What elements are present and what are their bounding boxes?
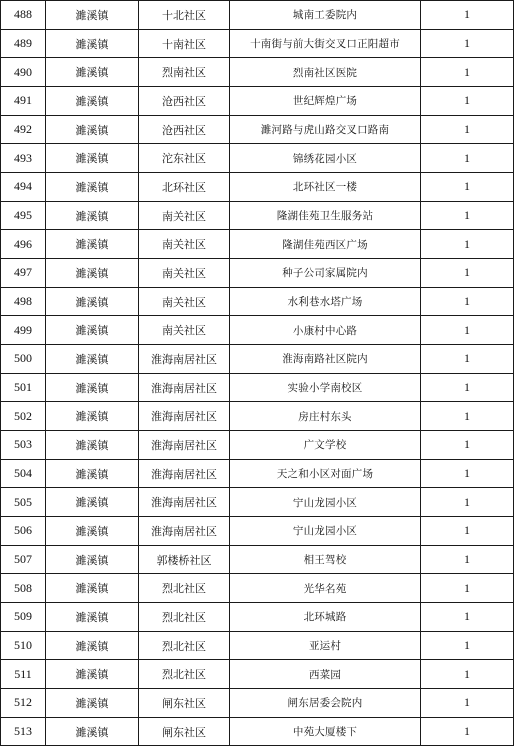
row-number-cell: 500 — [1, 345, 46, 374]
row-number-cell: 501 — [1, 373, 46, 402]
table-row — [1, 574, 514, 603]
location-cell: 烈南社区医院 — [230, 58, 421, 87]
community-cell: 沱东社区 — [139, 144, 230, 173]
table-row — [1, 316, 514, 345]
town-cell: 濉溪镇 — [46, 517, 139, 546]
town-cell: 濉溪镇 — [46, 201, 139, 230]
row-number-cell: 512 — [1, 689, 46, 718]
count-cell: 1 — [421, 488, 514, 517]
count-cell: 1 — [421, 574, 514, 603]
table-row — [1, 201, 514, 230]
community-cell: 烈北社区 — [139, 603, 230, 632]
location-cell: 濉河路与虎山路交叉口路南 — [230, 115, 421, 144]
town-cell: 濉溪镇 — [46, 345, 139, 374]
town-cell: 濉溪镇 — [46, 689, 139, 718]
table-row — [1, 115, 514, 144]
location-cell: 西菜园 — [230, 660, 421, 689]
row-number-cell: 505 — [1, 488, 46, 517]
location-cell: 淮海南路社区院内 — [230, 345, 421, 374]
table-row — [1, 144, 514, 173]
count-cell: 1 — [421, 517, 514, 546]
row-number-cell: 495 — [1, 201, 46, 230]
location-cell: 水利巷水塔广场 — [230, 287, 421, 316]
community-cell: 沧西社区 — [139, 115, 230, 144]
town-cell: 濉溪镇 — [46, 259, 139, 288]
community-cell: 烈北社区 — [139, 631, 230, 660]
count-cell: 1 — [421, 373, 514, 402]
community-cell: 淮海南居社区 — [139, 402, 230, 431]
location-cell: 亚运村 — [230, 631, 421, 660]
town-cell: 濉溪镇 — [46, 402, 139, 431]
community-cell: 烈北社区 — [139, 660, 230, 689]
community-cell: 沧西社区 — [139, 87, 230, 116]
count-cell: 1 — [421, 345, 514, 374]
table-row — [1, 717, 514, 746]
row-number-cell: 493 — [1, 144, 46, 173]
table-row — [1, 459, 514, 488]
count-cell: 1 — [421, 259, 514, 288]
community-cell: 闸东社区 — [139, 717, 230, 746]
town-cell: 濉溪镇 — [46, 316, 139, 345]
location-cell: 房庄村东头 — [230, 402, 421, 431]
location-cell: 隆湖佳苑西区广场 — [230, 230, 421, 259]
community-cell: 烈南社区 — [139, 58, 230, 87]
row-number-cell: 509 — [1, 603, 46, 632]
row-number-cell: 498 — [1, 287, 46, 316]
table-row — [1, 517, 514, 546]
table-row — [1, 488, 514, 517]
community-cell: 闸东社区 — [139, 689, 230, 718]
location-cell: 相王驾校 — [230, 545, 421, 574]
count-cell: 1 — [421, 87, 514, 116]
table-row — [1, 230, 514, 259]
location-cell: 中苑大厦楼下 — [230, 717, 421, 746]
town-cell: 濉溪镇 — [46, 574, 139, 603]
table-row — [1, 660, 514, 689]
location-cell: 种子公司家属院内 — [230, 259, 421, 288]
table-row — [1, 689, 514, 718]
table-row — [1, 173, 514, 202]
count-cell: 1 — [421, 144, 514, 173]
count-cell: 1 — [421, 402, 514, 431]
row-number-cell: 506 — [1, 517, 46, 546]
table-row — [1, 603, 514, 632]
town-cell: 濉溪镇 — [46, 431, 139, 460]
location-cell: 城南工委院内 — [230, 1, 421, 30]
location-cell: 天之和小区对面广场 — [230, 459, 421, 488]
town-cell: 濉溪镇 — [46, 660, 139, 689]
count-cell: 1 — [421, 230, 514, 259]
town-cell: 濉溪镇 — [46, 29, 139, 58]
count-cell: 1 — [421, 316, 514, 345]
count-cell: 1 — [421, 173, 514, 202]
row-number-cell: 511 — [1, 660, 46, 689]
count-cell: 1 — [421, 660, 514, 689]
location-cell: 光华名苑 — [230, 574, 421, 603]
table-row — [1, 259, 514, 288]
row-number-cell: 497 — [1, 259, 46, 288]
community-cell: 北环社区 — [139, 173, 230, 202]
town-cell: 濉溪镇 — [46, 173, 139, 202]
count-cell: 1 — [421, 1, 514, 30]
count-cell: 1 — [421, 545, 514, 574]
location-cell: 宁山龙园小区 — [230, 517, 421, 546]
table-row — [1, 87, 514, 116]
table-row — [1, 345, 514, 374]
location-cell: 北环城路 — [230, 603, 421, 632]
community-cell: 淮海南居社区 — [139, 373, 230, 402]
row-number-cell: 510 — [1, 631, 46, 660]
community-cell: 南关社区 — [139, 259, 230, 288]
town-cell: 濉溪镇 — [46, 144, 139, 173]
row-number-cell: 504 — [1, 459, 46, 488]
row-number-cell: 513 — [1, 717, 46, 746]
count-cell: 1 — [421, 459, 514, 488]
table-row — [1, 431, 514, 460]
community-cell: 淮海南居社区 — [139, 431, 230, 460]
town-cell: 濉溪镇 — [46, 115, 139, 144]
table-row — [1, 373, 514, 402]
community-cell: 郭楼桥社区 — [139, 545, 230, 574]
community-cell: 南关社区 — [139, 201, 230, 230]
town-cell: 濉溪镇 — [46, 87, 139, 116]
row-number-cell: 503 — [1, 431, 46, 460]
community-cell: 烈北社区 — [139, 574, 230, 603]
row-number-cell: 488 — [1, 1, 46, 30]
town-cell: 濉溪镇 — [46, 287, 139, 316]
town-cell: 濉溪镇 — [46, 373, 139, 402]
town-cell: 濉溪镇 — [46, 631, 139, 660]
location-cell: 世纪辉煌广场 — [230, 87, 421, 116]
count-cell: 1 — [421, 603, 514, 632]
table-row — [1, 287, 514, 316]
town-cell: 濉溪镇 — [46, 58, 139, 87]
row-number-cell: 489 — [1, 29, 46, 58]
community-cell: 南关社区 — [139, 287, 230, 316]
town-cell: 濉溪镇 — [46, 717, 139, 746]
community-cell: 淮海南居社区 — [139, 488, 230, 517]
town-cell: 濉溪镇 — [46, 488, 139, 517]
community-cell: 南关社区 — [139, 316, 230, 345]
community-cell: 淮海南居社区 — [139, 517, 230, 546]
count-cell: 1 — [421, 29, 514, 58]
count-cell: 1 — [421, 287, 514, 316]
location-cell: 北环社区一楼 — [230, 173, 421, 202]
table-body — [1, 1, 514, 746]
location-cell: 广文学校 — [230, 431, 421, 460]
location-cell: 小康村中心路 — [230, 316, 421, 345]
row-number-cell: 502 — [1, 402, 46, 431]
table-row — [1, 58, 514, 87]
location-cell: 十南街与前大街交叉口正阳超市 — [230, 29, 421, 58]
count-cell: 1 — [421, 115, 514, 144]
location-cell: 宁山龙园小区 — [230, 488, 421, 517]
count-cell: 1 — [421, 631, 514, 660]
location-cell: 隆湖佳苑卫生服务站 — [230, 201, 421, 230]
community-cell: 十南社区 — [139, 29, 230, 58]
community-cell: 南关社区 — [139, 230, 230, 259]
location-cell: 锦绣花园小区 — [230, 144, 421, 173]
table-row — [1, 631, 514, 660]
town-cell: 濉溪镇 — [46, 603, 139, 632]
community-cell: 淮海南居社区 — [139, 345, 230, 374]
row-number-cell: 491 — [1, 87, 46, 116]
town-cell: 濉溪镇 — [46, 459, 139, 488]
row-number-cell: 492 — [1, 115, 46, 144]
table-row — [1, 545, 514, 574]
row-number-cell: 496 — [1, 230, 46, 259]
count-cell: 1 — [421, 717, 514, 746]
count-cell: 1 — [421, 58, 514, 87]
town-cell: 濉溪镇 — [46, 1, 139, 30]
town-cell: 濉溪镇 — [46, 230, 139, 259]
location-cell: 闸东居委会院内 — [230, 689, 421, 718]
count-cell: 1 — [421, 431, 514, 460]
table-row — [1, 402, 514, 431]
count-cell: 1 — [421, 689, 514, 718]
row-number-cell: 507 — [1, 545, 46, 574]
location-cell: 实验小学南校区 — [230, 373, 421, 402]
row-number-cell: 508 — [1, 574, 46, 603]
community-cell: 淮海南居社区 — [139, 459, 230, 488]
row-number-cell: 490 — [1, 58, 46, 87]
count-cell: 1 — [421, 201, 514, 230]
table-row — [1, 29, 514, 58]
row-number-cell: 499 — [1, 316, 46, 345]
row-number-cell: 494 — [1, 173, 46, 202]
table-row — [1, 1, 514, 30]
community-cell: 十北社区 — [139, 1, 230, 30]
town-cell: 濉溪镇 — [46, 545, 139, 574]
